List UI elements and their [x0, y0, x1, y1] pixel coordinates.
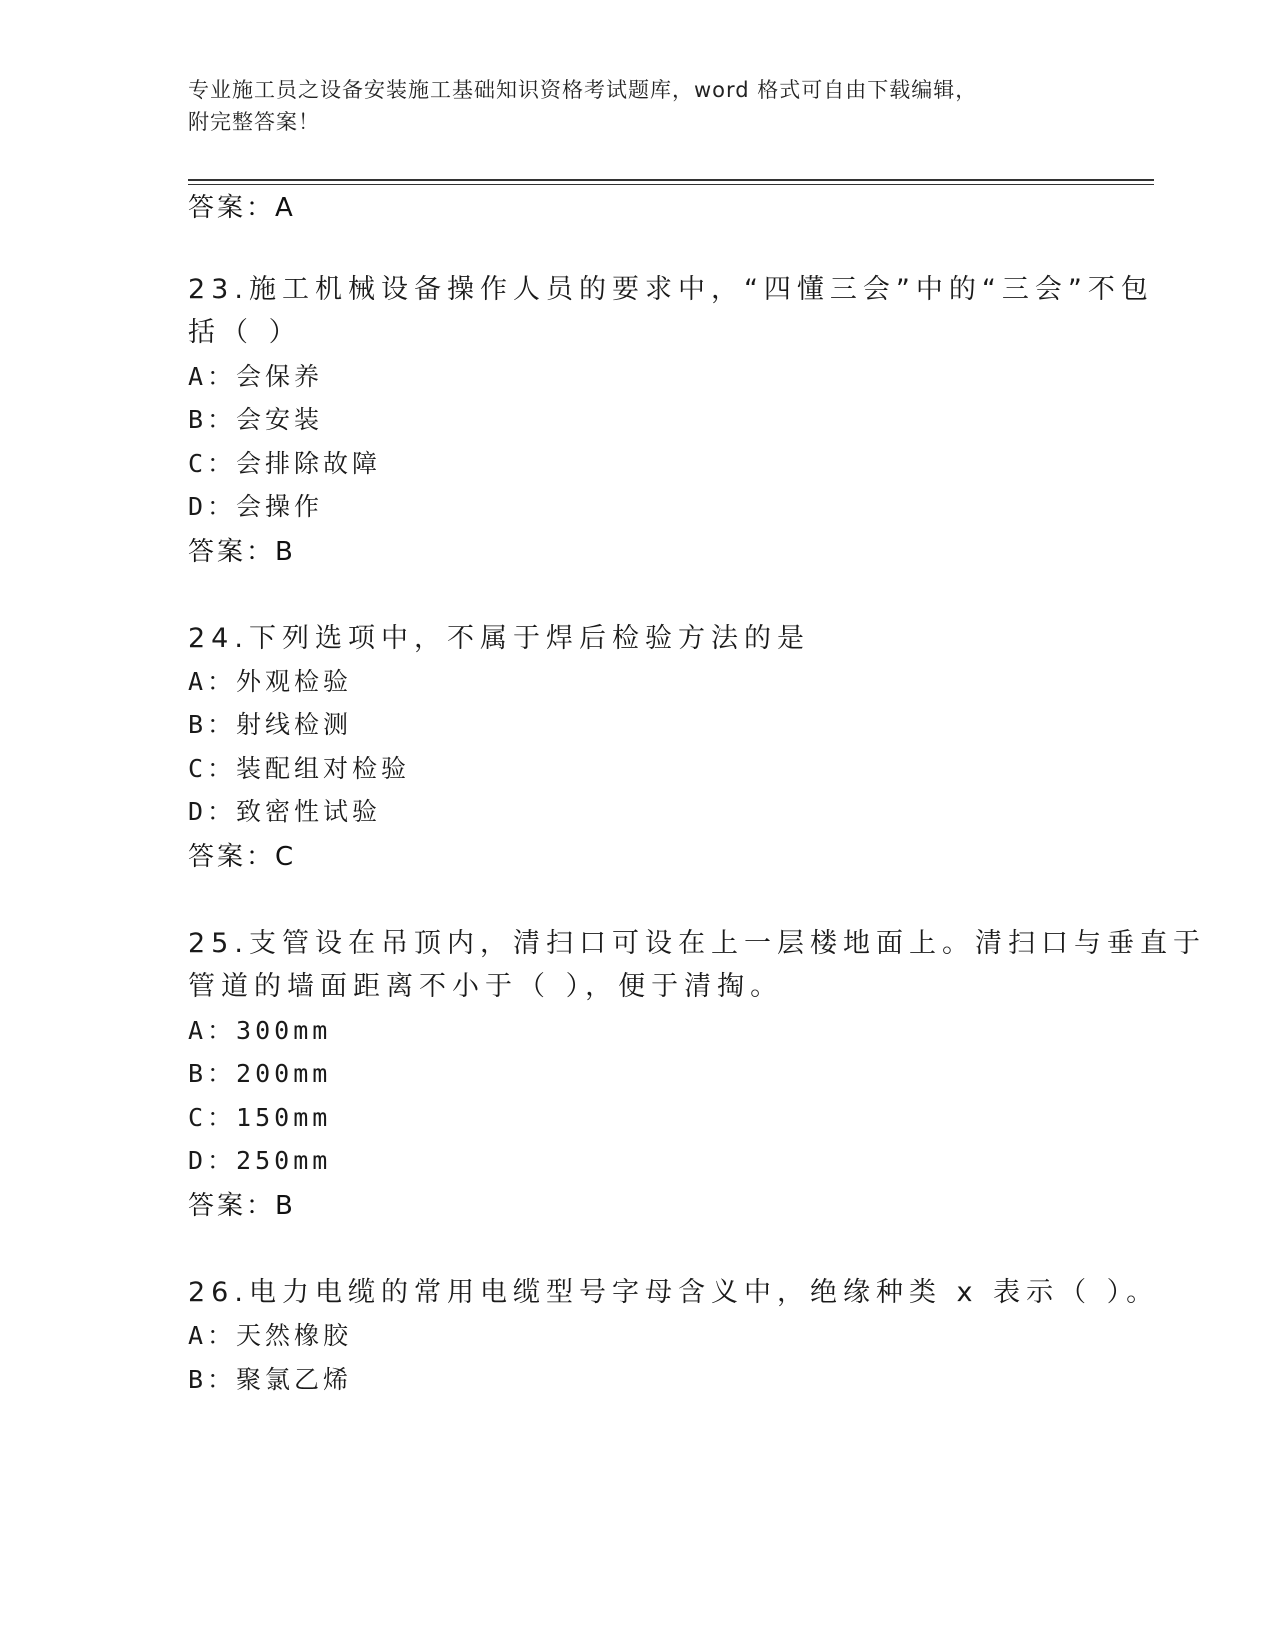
header-divider-thick — [188, 179, 1154, 181]
header-line-2: 附完整答案！ — [188, 110, 320, 134]
option-c: C：150mm — [188, 1103, 332, 1132]
question-stem-line: 管道的墙面距离不小于（ ），便于清掏。 — [188, 971, 784, 1002]
option-b: B：聚氯乙烯 — [188, 1365, 353, 1394]
previous-answer: 答案：A — [188, 193, 296, 223]
question-stem-line: 25.支管设在吊顶内，清扫口可设在上一层楼地面上。清扫口与垂直于 — [188, 928, 1206, 959]
header-divider-thin — [188, 184, 1154, 185]
option-b: B：会安装 — [188, 405, 324, 434]
question-stem-line: 26.电力电缆的常用电缆型号字母含义中，绝缘种类 x 表示（ ）。 — [188, 1277, 1160, 1308]
option-a: A：会保养 — [188, 362, 324, 391]
option-d: D：250mm — [188, 1146, 332, 1175]
option-b: B：射线检测 — [188, 710, 353, 739]
question-stem-line: 23.施工机械设备操作人员的要求中，“四懂三会”中的“三会”不包 — [188, 274, 1154, 305]
option-d: D：会操作 — [188, 492, 324, 521]
option-a: A：300mm — [188, 1016, 332, 1045]
option-a: A：天然橡胶 — [188, 1321, 353, 1350]
answer: 答案：B — [188, 537, 296, 567]
answer: 答案：B — [188, 1191, 296, 1221]
option-b: B：200mm — [188, 1059, 332, 1088]
question-stem-line: 括（ ） — [188, 317, 302, 348]
document-header — [188, 74, 1088, 138]
option-c: C：装配组对检验 — [188, 754, 411, 783]
question-stem-line: 24.下列选项中，不属于焊后检验方法的是 — [188, 623, 810, 654]
header-line-1: 专业施工员之设备安装施工基础知识资格考试题库，word 格式可自由下载编辑， — [188, 78, 978, 102]
option-d: D：致密性试验 — [188, 797, 382, 826]
answer: 答案：C — [188, 842, 297, 872]
option-c: C：会排除故障 — [188, 449, 382, 478]
option-a: A：外观检验 — [188, 667, 353, 696]
